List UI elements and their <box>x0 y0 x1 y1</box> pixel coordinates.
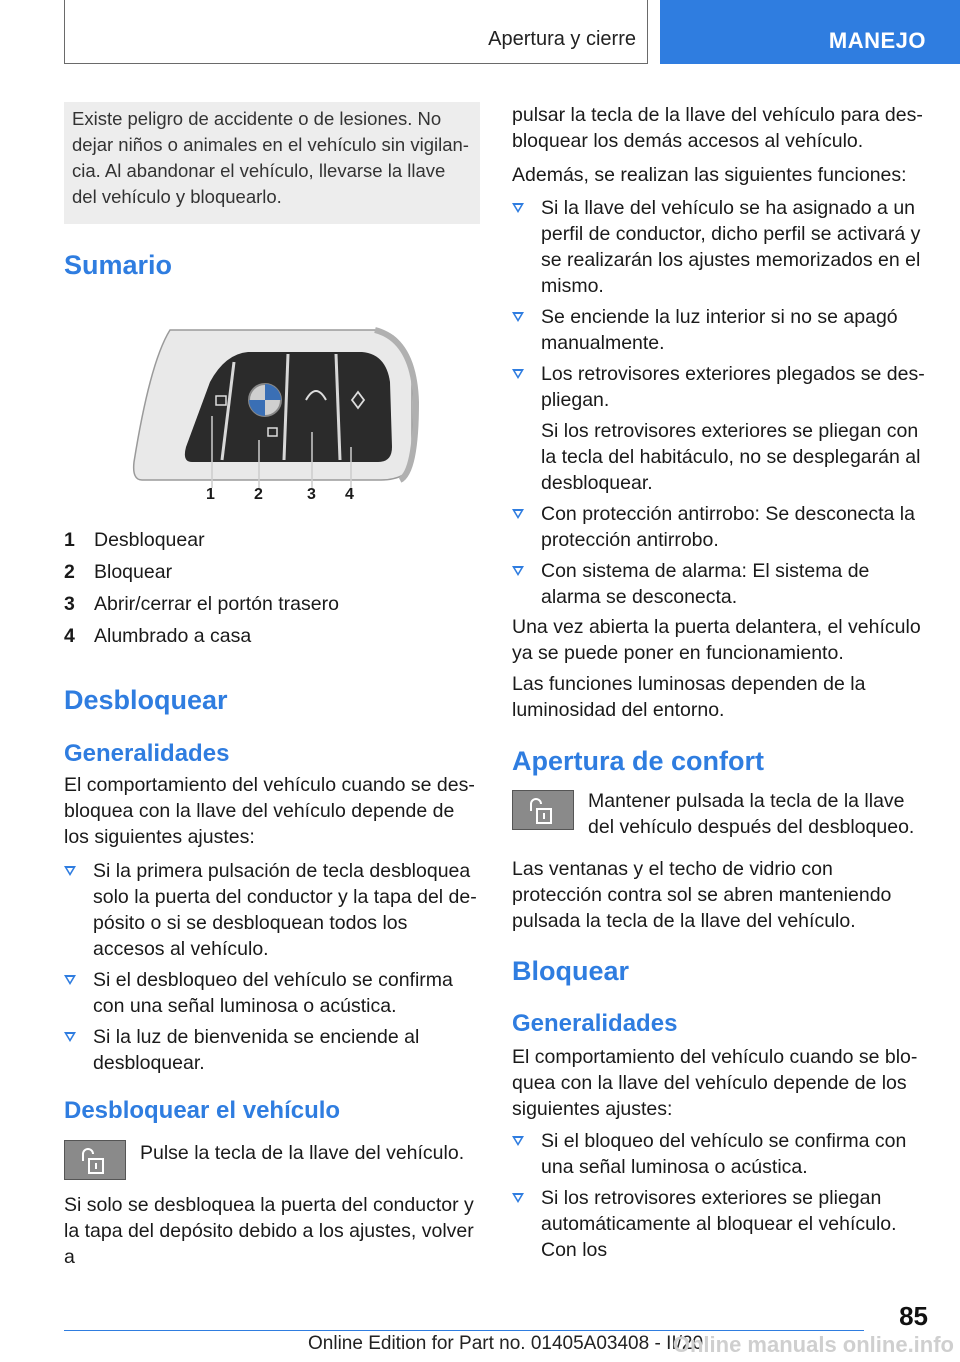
list-item: Si la primera pulsación de tecla desbloquea solo la puerta del conductor y la tapa del depósito o si se desbloquean todos los accesos al vehículo. <box>64 858 480 962</box>
page-number: 85 <box>899 1301 928 1331</box>
legend-num: 1 <box>64 529 75 551</box>
list-item: Se enciende la luz interior si no se apagó manualmente. <box>512 304 928 356</box>
retrovisores-note: Si los retrovisores exteriores se pliegan con la tecla del habitáculo, no se desplegarán al desbloquear. <box>541 420 921 494</box>
bullet-triangle-icon <box>64 866 76 876</box>
bullet-triangle-icon <box>64 1032 76 1042</box>
confort-instruction: Mantener pulsada la tecla de la llave del vehículo después del desbloqueo. <box>588 790 915 838</box>
desbloquear-vehiculo-para: Si solo se desbloquea la puerta del conductor y la tapa del depósito debido a los ajustes, volver a <box>64 1194 474 1268</box>
bullet-triangle-icon <box>512 203 524 213</box>
list-item: Los retrovisores exteriores plegados se despliegan. Si los retrovisores exteriores se pliegan con la tecla del habitáculo, no se desplegarán al desbloquear. <box>512 361 928 496</box>
heading-bloquear: Bloquear <box>512 956 630 986</box>
bullet-triangle-icon <box>512 1136 524 1146</box>
legend-item <box>64 625 251 648</box>
legend-num: 2 <box>64 561 75 583</box>
confort-para: Las ventanas y el techo de vidrio con protección contra sol se abren manteniendo pulsada la tecla de la llave del vehículo. <box>512 858 892 932</box>
heading-bloquear-generalidades: Generalidades <box>512 1010 678 1037</box>
legend-num: 3 <box>64 593 75 615</box>
legend-item <box>64 593 339 616</box>
list-item: Con protección antirrobo: Se desconecta la protección antirrobo. <box>512 501 928 553</box>
legend-item <box>64 561 172 584</box>
list-item: Si la luz de bienvenida se enciende al desbloquear. <box>64 1024 480 1076</box>
legend-item <box>64 529 205 552</box>
key-fob-figure <box>130 322 422 510</box>
funciones-intro: Además, se realizan las siguientes funciones: <box>512 164 907 186</box>
bullet-triangle-icon <box>512 312 524 322</box>
heading-generalidades: Generalidades <box>64 740 230 767</box>
list-item: Si los retrovisores exteriores se pliegan automáticamente al bloquear el vehículo. Con los <box>512 1185 928 1263</box>
figure-label-4: 4 <box>345 486 354 503</box>
unlock-key-icon <box>64 1140 126 1180</box>
heading-desbloquear-vehiculo: Desbloquear el vehículo <box>64 1097 341 1124</box>
legend-text: Bloquear <box>94 561 173 583</box>
legend-text: Desbloquear <box>94 529 205 551</box>
list-item: Si el desbloqueo del vehículo se confirma con una señal luminosa o acústica. <box>64 967 480 1019</box>
funciones-bullet-list <box>512 195 928 615</box>
heading-sumario: Sumario <box>64 250 173 280</box>
figure-label-3: 3 <box>307 486 316 503</box>
list-item: Con sistema de alarma: El sistema de alarma se desconecta. <box>512 558 928 610</box>
list-item: Si la llave del vehículo se ha asignado a un perfil de conductor, dicho perfil se activará y se realizarán los ajustes memorizados en el mismo. <box>512 195 928 299</box>
desbloquear-vehiculo-instruction: Pulse la tecla de la llave del vehículo. <box>140 1142 465 1164</box>
figure-label-1: 1 <box>206 486 215 503</box>
bullet-triangle-icon <box>512 369 524 379</box>
desbloquear-intro: El comportamiento del vehículo cuando se desbloquea con la llave del vehículo depende de los siguientes ajustes: <box>64 774 475 848</box>
legend-text: Alumbrado a casa <box>94 625 252 647</box>
footer-divider <box>64 1330 864 1331</box>
legend-text: Abrir/cerrar el portón trasero <box>94 593 339 615</box>
watermark: Online manuals online.info <box>672 1332 954 1357</box>
continuation-para: pulsar la tecla de la llave del vehículo para desbloquear los demás accesos al vehículo. <box>512 104 923 152</box>
bloquear-intro: El comportamiento del vehículo cuando se bloquea con la llave del vehículo depende de los siguientes ajustes: <box>512 1046 918 1120</box>
key-fob-illustration <box>130 322 422 510</box>
header-section-title: Apertura y cierre <box>488 28 636 50</box>
bullet-triangle-icon <box>512 509 524 519</box>
bullet-triangle-icon <box>512 566 524 576</box>
heading-desbloquear: Desbloquear <box>64 685 228 715</box>
unlock-key-icon <box>512 790 574 830</box>
warning-box: Existe peligro de accidente o de lesiones. No dejar niños o animales en el vehículo sin vigilancia. Al abandonar el vehículo, llevarse la llave del vehículo y bloquearlo. <box>64 102 480 224</box>
figure-label-2: 2 <box>254 486 263 503</box>
bullet-triangle-icon <box>64 975 76 985</box>
bullet-triangle-icon <box>512 1193 524 1203</box>
para-luminosidad: Las funciones luminosas dependen de la luminosidad del entorno. <box>512 673 866 721</box>
legend-num: 4 <box>64 625 75 647</box>
header-chapter-tab[interactable]: MANEJO <box>660 0 960 64</box>
footer-edition: Online Edition for Part no. 01405A03408 - II/20 <box>308 1333 704 1354</box>
bloquear-bullet-list <box>512 1128 928 1268</box>
list-item: Si el bloqueo del vehículo se confirma con una señal luminosa o acústica. <box>512 1128 928 1180</box>
desbloquear-bullet-list <box>64 858 480 1081</box>
para-funcionamiento: Una vez abierta la puerta delantera, el vehículo ya se puede poner en funcionamiento. <box>512 616 921 664</box>
heading-apertura-confort: Apertura de confort <box>512 746 765 776</box>
